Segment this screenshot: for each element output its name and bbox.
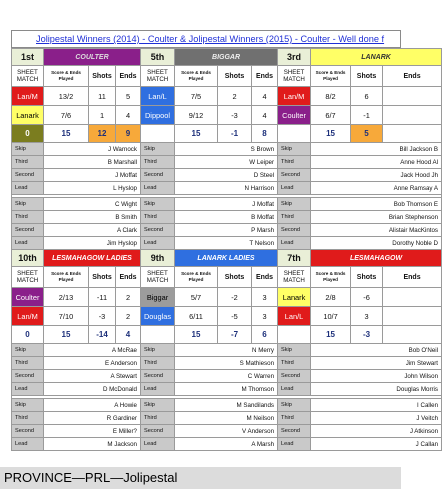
player-name-cell[interactable]: J Atkinson	[311, 425, 442, 438]
ends-cell[interactable]	[383, 87, 442, 106]
opponent-team-cell[interactable]: Douglas	[141, 307, 175, 326]
ends-header[interactable]: Ends	[116, 66, 141, 87]
player-name-cell[interactable]: E Anderson	[44, 357, 141, 370]
player-name-cell[interactable]: M Jackson	[44, 438, 141, 451]
summary-shots-cell[interactable]: -7	[218, 326, 252, 344]
shots-cell[interactable]: 6	[351, 87, 383, 106]
sheet-label: SHEET	[283, 270, 305, 277]
results-grid	[11, 48, 442, 451]
player-role-cell[interactable]: Skip	[12, 198, 44, 211]
player-name-cell[interactable]: M Sandilands	[175, 399, 278, 412]
player-name-cell[interactable]: D McDonald	[44, 383, 141, 396]
score-ends-header[interactable]	[175, 66, 218, 87]
sheet-label: SHEET	[147, 270, 168, 277]
ends-cell[interactable]: 3	[252, 288, 278, 307]
summary-total-cell[interactable]: 15	[44, 125, 89, 143]
player-name-cell[interactable]: A McRae	[44, 344, 141, 357]
match-label: MATCH	[16, 76, 39, 83]
player-name-cell[interactable]: Anne Ramsay A	[311, 182, 442, 195]
match-label: MATCH	[146, 76, 169, 83]
opponent-team-cell[interactable]: Lanark	[12, 106, 44, 125]
player-name-cell[interactable]: Bill Jackson B	[311, 143, 442, 156]
opponent-team-cell[interactable]: Lan/L	[141, 87, 175, 106]
ends-header[interactable]: Ends	[252, 66, 278, 87]
match-label: MATCH	[16, 277, 39, 284]
shots-cell[interactable]: -6	[351, 288, 383, 307]
player-name-cell[interactable]: V Anderson	[175, 425, 278, 438]
player-role-cell[interactable]: Lead	[278, 237, 311, 250]
club-name-cell[interactable]: LANARK LADIES	[175, 250, 278, 267]
player-name-cell[interactable]: B Marshall	[44, 156, 141, 169]
player-name-cell[interactable]: W Leiper	[175, 156, 278, 169]
score-ends-label: Score & Ends	[315, 70, 346, 75]
sheet-label: SHEET	[17, 69, 38, 76]
opponent-team-cell[interactable]: Biggar	[141, 288, 175, 307]
player-role-cell[interactable]: Second	[12, 169, 44, 182]
score-ends-label: Score & Ends	[51, 271, 81, 276]
player-role-cell[interactable]: Second	[141, 370, 175, 383]
ends-cell[interactable]: 3	[252, 307, 278, 326]
player-name-cell[interactable]: M Neilson	[175, 412, 278, 425]
score-ends-label: Score & Ends	[181, 271, 211, 276]
player-role-cell[interactable]: Second	[12, 370, 44, 383]
player-name-cell[interactable]: Anne Hood Al	[311, 156, 442, 169]
ends-header[interactable]: Ends	[252, 267, 278, 288]
shots-cell[interactable]: 1	[89, 106, 116, 125]
played-label: Played	[188, 277, 204, 282]
score-cell[interactable]: 2/8	[311, 288, 351, 307]
player-role-cell[interactable]: Second	[278, 425, 311, 438]
player-role-cell[interactable]: Third	[12, 357, 44, 370]
sheet-match-header[interactable]	[141, 267, 175, 288]
score-ends-label: Score & Ends	[315, 271, 346, 276]
player-name-cell[interactable]: S Mathieson	[175, 357, 278, 370]
player-name-cell[interactable]: T Nelson	[175, 237, 278, 250]
played-label: Played	[323, 277, 338, 282]
score-cell[interactable]: 6/7	[311, 106, 351, 125]
player-name-cell[interactable]: J Moffat	[44, 169, 141, 182]
shots-header[interactable]: Shots	[351, 267, 383, 288]
shots-cell[interactable]: -5	[218, 307, 252, 326]
player-name-cell[interactable]: Jim Stewart	[311, 357, 442, 370]
player-name-cell[interactable]: J Callan	[311, 438, 442, 451]
opponent-team-cell[interactable]: Dippool	[141, 106, 175, 125]
club-name-cell[interactable]: LESMAHAGOW	[311, 250, 442, 267]
player-name-cell[interactable]: J Veitch	[311, 412, 442, 425]
club-name-cell[interactable]: COULTER	[44, 49, 141, 66]
player-name-cell[interactable]: R Gardiner	[44, 412, 141, 425]
sheet-label: SHEET	[283, 69, 305, 76]
player-role-cell[interactable]: Second	[141, 425, 175, 438]
score-ends-label: Score & Ends	[51, 70, 81, 75]
summary-total-cell[interactable]: 15	[175, 326, 218, 344]
shots-header[interactable]: Shots	[218, 267, 252, 288]
player-role-cell[interactable]: Lead	[12, 182, 44, 195]
shots-header[interactable]: Shots	[351, 66, 383, 87]
score-ends-header[interactable]	[311, 267, 351, 288]
player-role-cell[interactable]: Lead	[141, 383, 175, 396]
player-name-cell[interactable]: Alistair MacKintos	[311, 224, 442, 237]
summary-ends-cell[interactable]	[383, 326, 442, 344]
score-ends-label: Score & Ends	[181, 70, 211, 75]
player-role-cell[interactable]: Second	[12, 224, 44, 237]
score-ends-header[interactable]	[311, 66, 351, 87]
player-role-cell[interactable]: Third	[278, 211, 311, 224]
match-label: MATCH	[283, 76, 305, 83]
player-name-cell[interactable]: B Smith	[44, 211, 141, 224]
played-label: Played	[188, 76, 204, 81]
player-name-cell[interactable]: A Clark	[44, 224, 141, 237]
player-role-cell[interactable]: Skip	[141, 143, 175, 156]
score-cell[interactable]: 6/11	[175, 307, 218, 326]
player-role-cell[interactable]: Skip	[12, 344, 44, 357]
ends-cell[interactable]	[383, 288, 442, 307]
position-cell[interactable]: 7th	[278, 250, 311, 267]
match-label: MATCH	[146, 277, 169, 284]
player-name-cell[interactable]: John Wilson	[311, 370, 442, 383]
score-cell[interactable]: 5/7	[175, 288, 218, 307]
player-role-cell[interactable]: Third	[12, 211, 44, 224]
sheet-label: SHEET	[17, 270, 38, 277]
ends-cell[interactable]: 4	[252, 87, 278, 106]
ends-header[interactable]: Ends	[116, 267, 141, 288]
player-name-cell[interactable]: Dorothy Noble D	[311, 237, 442, 250]
summary-shots-cell[interactable]: -1	[218, 125, 252, 143]
player-role-cell[interactable]: Third	[141, 156, 175, 169]
opponent-team-cell[interactable]: Coulter	[12, 288, 44, 307]
player-name-cell[interactable]: P Marsh	[175, 224, 278, 237]
match-label: MATCH	[283, 277, 305, 284]
player-role-cell[interactable]: Lead	[12, 438, 44, 451]
played-label: Played	[58, 76, 74, 81]
ends-cell[interactable]: 4	[116, 106, 141, 125]
player-name-cell[interactable]: A Marsh	[175, 438, 278, 451]
score-ends-header[interactable]	[44, 66, 89, 87]
ends-cell[interactable]	[383, 106, 442, 125]
shots-header[interactable]: Shots	[89, 66, 116, 87]
player-name-cell[interactable]: S Brown	[175, 143, 278, 156]
player-name-cell[interactable]: Bob O'Neil	[311, 344, 442, 357]
player-role-cell[interactable]: Lead	[278, 182, 311, 195]
player-role-cell[interactable]: Second	[278, 224, 311, 237]
player-role-cell[interactable]: Skip	[278, 198, 311, 211]
summary-points-cell[interactable]	[278, 125, 311, 143]
ends-cell[interactable]: 2	[116, 288, 141, 307]
shots-header[interactable]: Shots	[89, 267, 116, 288]
player-name-cell[interactable]: J Moffat	[175, 198, 278, 211]
score-ends-header[interactable]	[44, 267, 89, 288]
played-label: Played	[58, 277, 74, 282]
shots-cell[interactable]: -3	[89, 307, 116, 326]
sheet-match-header[interactable]	[278, 66, 311, 87]
opponent-team-cell[interactable]: Lan/M	[12, 307, 44, 326]
summary-shots-cell[interactable]: -3	[351, 326, 383, 344]
results-sheet	[11, 30, 439, 448]
player-name-cell[interactable]: N Harrison	[175, 182, 278, 195]
shots-cell[interactable]: 3	[351, 307, 383, 326]
player-name-cell[interactable]: L Hyslop	[44, 182, 141, 195]
opponent-team-cell[interactable]: Lan/M	[278, 87, 311, 106]
player-role-cell[interactable]: Skip	[141, 198, 175, 211]
summary-points-cell[interactable]	[278, 326, 311, 344]
summary-points-cell[interactable]: 0	[12, 326, 44, 344]
player-role-cell[interactable]: Second	[278, 169, 311, 182]
player-name-cell[interactable]: J Warnock	[44, 143, 141, 156]
player-name-cell[interactable]: C Warren	[175, 370, 278, 383]
player-role-cell[interactable]: Lead	[12, 383, 44, 396]
summary-total-cell[interactable]: 15	[44, 326, 89, 344]
player-role-cell[interactable]: Skip	[12, 399, 44, 412]
position-cell[interactable]: 9th	[141, 250, 175, 267]
score-cell[interactable]: 2/13	[44, 288, 89, 307]
ends-cell[interactable]	[383, 307, 442, 326]
winners-banner-link[interactable]: Jolipestal Winners (2014) - Coulter & Jolipestal Winners (2015) - Coulter - Well done f	[11, 30, 401, 48]
summary-shots-cell[interactable]: -14	[89, 326, 116, 344]
sheet-match-header[interactable]	[12, 66, 44, 87]
shots-cell[interactable]: -1	[351, 106, 383, 125]
player-role-cell[interactable]: Third	[141, 357, 175, 370]
player-role-cell[interactable]: Third	[278, 156, 311, 169]
player-name-cell[interactable]: Jack Hood Jh	[311, 169, 442, 182]
club-name-cell[interactable]: LESMAHAGOW LADIES	[44, 250, 141, 267]
page-caption: PROVINCE—PRL—Jolipestal	[0, 467, 401, 489]
player-role-cell[interactable]: Third	[141, 211, 175, 224]
summary-shots-cell[interactable]: 12	[89, 125, 116, 143]
position-cell[interactable]: 10th	[12, 250, 44, 267]
summary-ends-cell[interactable]: 8	[252, 125, 278, 143]
position-cell[interactable]: 5th	[141, 49, 175, 66]
ends-cell[interactable]: 5	[116, 87, 141, 106]
shots-cell[interactable]: 11	[89, 87, 116, 106]
shots-cell[interactable]: -11	[89, 288, 116, 307]
player-role-cell[interactable]: Third	[278, 412, 311, 425]
player-role-cell[interactable]: Second	[278, 370, 311, 383]
player-role-cell[interactable]: Lead	[141, 237, 175, 250]
club-name-cell[interactable]: BIGGAR	[175, 49, 278, 66]
summary-points-cell[interactable]	[141, 326, 175, 344]
ends-header[interactable]: Ends	[383, 66, 442, 87]
player-name-cell[interactable]: M Thomson	[175, 383, 278, 396]
player-role-cell[interactable]: Skip	[278, 344, 311, 357]
shots-cell[interactable]: -2	[218, 288, 252, 307]
position-cell[interactable]: 1st	[12, 49, 44, 66]
sheet-match-header[interactable]	[141, 66, 175, 87]
opponent-team-cell[interactable]: Lanark	[278, 288, 311, 307]
player-role-cell[interactable]: Second	[12, 425, 44, 438]
summary-shots-cell[interactable]: 5	[351, 125, 383, 143]
score-cell[interactable]: 8/2	[311, 87, 351, 106]
player-role-cell[interactable]: Second	[141, 224, 175, 237]
player-name-cell[interactable]: A Stewart	[44, 370, 141, 383]
player-role-cell[interactable]: Second	[141, 169, 175, 182]
player-role-cell[interactable]: Lead	[141, 182, 175, 195]
player-name-cell[interactable]: N Merry	[175, 344, 278, 357]
score-cell[interactable]: 13/2	[44, 87, 89, 106]
summary-points-cell[interactable]	[141, 125, 175, 143]
ends-cell[interactable]: 2	[116, 307, 141, 326]
player-name-cell[interactable]: E Miller?	[44, 425, 141, 438]
summary-points-cell[interactable]: 0	[12, 125, 44, 143]
sheet-match-header[interactable]	[278, 267, 311, 288]
shots-header[interactable]: Shots	[218, 66, 252, 87]
player-name-cell[interactable]: Brian Stephenson	[311, 211, 442, 224]
player-name-cell[interactable]: Douglas Morris	[311, 383, 442, 396]
position-cell[interactable]: 3rd	[278, 49, 311, 66]
player-name-cell[interactable]: C Wight	[44, 198, 141, 211]
summary-total-cell[interactable]: 15	[311, 326, 351, 344]
player-role-cell[interactable]: Lead	[278, 438, 311, 451]
player-name-cell[interactable]: Jim Hyslop	[44, 237, 141, 250]
player-name-cell[interactable]: I Callen	[311, 399, 442, 412]
summary-ends-cell[interactable]: 9	[116, 125, 141, 143]
score-cell[interactable]: 7/10	[44, 307, 89, 326]
player-role-cell[interactable]: Skip	[141, 399, 175, 412]
opponent-team-cell[interactable]: Lan/M	[12, 87, 44, 106]
player-role-cell[interactable]: Third	[141, 412, 175, 425]
sheet-label: SHEET	[147, 69, 168, 76]
player-role-cell[interactable]: Third	[12, 412, 44, 425]
summary-ends-cell[interactable]	[383, 125, 442, 143]
player-role-cell[interactable]: Third	[12, 156, 44, 169]
ends-header[interactable]: Ends	[383, 267, 442, 288]
club-name-cell[interactable]: LANARK	[311, 49, 442, 66]
summary-ends-cell[interactable]: 6	[252, 326, 278, 344]
opponent-team-cell[interactable]: Lan/L	[278, 307, 311, 326]
player-role-cell[interactable]: Skip	[278, 399, 311, 412]
player-role-cell[interactable]: Lead	[141, 438, 175, 451]
shots-cell[interactable]: -3	[218, 106, 252, 125]
player-role-cell[interactable]: Lead	[278, 383, 311, 396]
summary-total-cell[interactable]: 15	[175, 125, 218, 143]
player-role-cell[interactable]: Third	[278, 357, 311, 370]
played-label: Played	[323, 76, 338, 81]
score-ends-header[interactable]	[175, 267, 218, 288]
player-name-cell[interactable]: D Steel	[175, 169, 278, 182]
player-role-cell[interactable]: Skip	[12, 143, 44, 156]
player-name-cell[interactable]: A Howie	[44, 399, 141, 412]
shots-cell[interactable]: 2	[218, 87, 252, 106]
opponent-team-cell[interactable]: Coulter	[278, 106, 311, 125]
sheet-match-header[interactable]	[12, 267, 44, 288]
player-name-cell[interactable]: Bob Thomson E	[311, 198, 442, 211]
ends-cell[interactable]: 4	[252, 106, 278, 125]
player-role-cell[interactable]: Skip	[278, 143, 311, 156]
score-cell[interactable]: 7/6	[44, 106, 89, 125]
player-name-cell[interactable]: B Moffat	[175, 211, 278, 224]
summary-ends-cell[interactable]: 4	[116, 326, 141, 344]
player-role-cell[interactable]: Lead	[12, 237, 44, 250]
score-cell[interactable]: 7/5	[175, 87, 218, 106]
score-cell[interactable]: 9/12	[175, 106, 218, 125]
score-cell[interactable]: 10/7	[311, 307, 351, 326]
summary-total-cell[interactable]: 15	[311, 125, 351, 143]
player-role-cell[interactable]: Skip	[141, 344, 175, 357]
